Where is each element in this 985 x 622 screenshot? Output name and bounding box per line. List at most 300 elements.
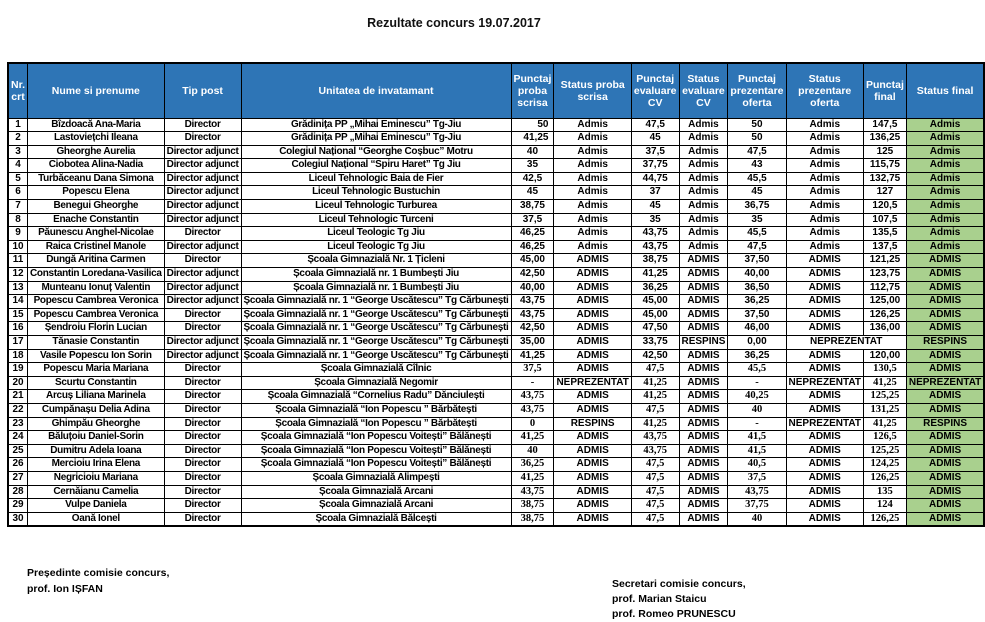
cell-tip-post: Director adjunct	[164, 186, 241, 200]
cell-status-evaluare-cv: ADMIS	[679, 268, 728, 282]
cell-status-prezentare-oferta: NEPREZENTAT	[786, 417, 863, 431]
cell-nr: 1	[8, 118, 28, 132]
cell-status-prezentare-oferta: Admis	[786, 227, 863, 241]
cell-status-proba-scrisa: ADMIS	[554, 471, 631, 485]
table-row	[8, 227, 984, 241]
table-row	[8, 145, 984, 159]
cell-punctaj-prezentare-oferta: 37,5	[728, 471, 786, 485]
cell-punctaj-final: 107,5	[863, 213, 906, 227]
cell-status-final: ADMIS	[906, 390, 984, 404]
cell-status-evaluare-cv: ADMIS	[679, 431, 728, 445]
cell-status-evaluare-cv: Admis	[679, 145, 728, 159]
cell-status-prezentare-oferta: ADMIS	[786, 485, 863, 499]
table-row	[8, 213, 984, 227]
cell-punctaj-evaluare-cv: 35	[631, 213, 679, 227]
table-row	[8, 186, 984, 200]
cell-punctaj-evaluare-cv: 47,50	[631, 322, 679, 336]
cell-status-evaluare-cv: ADMIS	[679, 349, 728, 363]
cell-nr: 29	[8, 499, 28, 513]
cell-tip-post: Director adjunct	[164, 172, 241, 186]
cell-punctaj-prezentare-oferta: 36,75	[728, 200, 786, 214]
cell-tip-post: Director	[164, 254, 241, 268]
cell-punctaj-prezentare-oferta: 0,00	[728, 336, 786, 350]
cell-status-final: ADMIS	[906, 254, 984, 268]
cell-punctaj-prezentare-oferta: 50	[728, 118, 786, 132]
cell-nume: Dumitru Adela Ioana	[28, 444, 165, 458]
cell-nr: 6	[8, 186, 28, 200]
cell-nume: Dungă Aritina Carmen	[28, 254, 165, 268]
cell-punctaj-proba-scrisa: 0	[511, 417, 554, 431]
cell-status-proba-scrisa: NEPREZENTAT	[554, 376, 631, 390]
col-punctaj-proba-scrisa: Punctaj proba scrisa	[511, 63, 554, 118]
cell-status-proba-scrisa: ADMIS	[554, 308, 631, 322]
cell-punctaj-prezentare-oferta: 40,5	[728, 458, 786, 472]
cell-punctaj-evaluare-cv: 41,25	[631, 417, 679, 431]
cell-unitate: Școala Gimnazială “Ion Popescu ” Bărbătești	[241, 417, 511, 431]
cell-status-proba-scrisa: Admis	[554, 186, 631, 200]
cell-status-evaluare-cv: ADMIS	[679, 295, 728, 309]
cell-status-proba-scrisa: Admis	[554, 132, 631, 146]
cell-unitate: Liceul Tehnologic Baia de Fier	[241, 172, 511, 186]
cell-status-evaluare-cv: RESPINS	[679, 336, 728, 350]
table-body	[8, 118, 984, 526]
cell-status-prezentare-oferta: NEPREZENTAT	[786, 376, 863, 390]
cell-punctaj-proba-scrisa: 46,25	[511, 240, 554, 254]
cell-punctaj-evaluare-cv: 45	[631, 200, 679, 214]
cell-punctaj-final: 121,25	[863, 254, 906, 268]
cell-nr: 3	[8, 145, 28, 159]
cell-punctaj-final: 112,75	[863, 281, 906, 295]
cell-tip-post: Director adjunct	[164, 145, 241, 159]
table-row	[8, 118, 984, 132]
col-tip-post: Tip post	[164, 63, 241, 118]
cell-tip-post: Director adjunct	[164, 295, 241, 309]
cell-punctaj-final: 126,25	[863, 471, 906, 485]
table-row	[8, 363, 984, 377]
cell-status-evaluare-cv: Admis	[679, 118, 728, 132]
cell-status-final: ADMIS	[906, 512, 984, 526]
cell-nr: 13	[8, 281, 28, 295]
cell-unitate: Școala Gimnazială nr. 1 Bumbești Jiu	[241, 268, 511, 282]
cell-nume: Popescu Cambrea Veronica	[28, 295, 165, 309]
cell-status-proba-scrisa: RESPINS	[554, 417, 631, 431]
table-row	[8, 431, 984, 445]
cell-nr: 21	[8, 390, 28, 404]
cell-status-prezentare-oferta: Admis	[786, 186, 863, 200]
cell-punctaj-proba-scrisa: 42,50	[511, 268, 554, 282]
cell-punctaj-evaluare-cv: 33,75	[631, 336, 679, 350]
cell-status-final: ADMIS	[906, 444, 984, 458]
cell-tip-post: Director	[164, 376, 241, 390]
cell-punctaj-evaluare-cv: 47,5	[631, 118, 679, 132]
cell-punctaj-evaluare-cv: 47,5	[631, 403, 679, 417]
cell-punctaj-prezentare-oferta: 45,5	[728, 227, 786, 241]
cell-status-final: Admis	[906, 132, 984, 146]
table-row	[8, 444, 984, 458]
cell-nume: Băluțoiu Daniel-Sorin	[28, 431, 165, 445]
secretary-name-2: prof. Romeo PRUNESCU	[612, 608, 736, 620]
col-punctaj-prezentare-oferta: Punctaj prezentare oferta	[728, 63, 786, 118]
cell-status-prezentare-oferta: Admis	[786, 240, 863, 254]
cell-unitate: Școala Gimnazială “Ion Popescu ” Bărbătești	[241, 403, 511, 417]
cell-nume: Gheorghe Aurelia	[28, 145, 165, 159]
cell-status-final: RESPINS	[906, 417, 984, 431]
cell-punctaj-evaluare-cv: 38,75	[631, 254, 679, 268]
cell-status-evaluare-cv: ADMIS	[679, 458, 728, 472]
cell-status-prezentare-oferta: ADMIS	[786, 281, 863, 295]
cell-punctaj-final: 135	[863, 485, 906, 499]
col-status-prezentare-oferta: Status prezentare oferta	[786, 63, 863, 118]
cell-punctaj-evaluare-cv: 45	[631, 132, 679, 146]
cell-status-final: ADMIS	[906, 295, 984, 309]
cell-nume: Vasile Popescu Ion Sorin	[28, 349, 165, 363]
cell-punctaj-prezentare-oferta: 41,5	[728, 431, 786, 445]
cell-unitate: Școala Gimnazială nr. 1 Bumbești Jiu	[241, 281, 511, 295]
cell-unitate: Școala Gimnazială Negomir	[241, 376, 511, 390]
cell-nume: Turbăceanu Dana Simona	[28, 172, 165, 186]
cell-status-proba-scrisa: Admis	[554, 240, 631, 254]
cell-status-final: ADMIS	[906, 308, 984, 322]
cell-nr: 25	[8, 444, 28, 458]
secretary-name-1: prof. Marian Staicu	[612, 593, 707, 605]
cell-nume: Benegui Gheorghe	[28, 200, 165, 214]
cell-tip-post: Director	[164, 431, 241, 445]
cell-punctaj-final: 41,25	[863, 417, 906, 431]
cell-unitate: Colegiul Național “Spiru Haret” Tg Jiu	[241, 159, 511, 173]
cell-nr: 10	[8, 240, 28, 254]
cell-status-prezentare-oferta: Admis	[786, 172, 863, 186]
cell-status-final: Admis	[906, 240, 984, 254]
cell-punctaj-final: 131,25	[863, 403, 906, 417]
cell-status-proba-scrisa: ADMIS	[554, 390, 631, 404]
cell-punctaj-final: 136,25	[863, 132, 906, 146]
cell-punctaj-proba-scrisa: 41,25	[511, 471, 554, 485]
cell-nr: 27	[8, 471, 28, 485]
table-header	[8, 63, 984, 118]
cell-tip-post: Director adjunct	[164, 200, 241, 214]
cell-status-prezentare-oferta: Admis	[786, 145, 863, 159]
cell-punctaj-prezentare-oferta: 36,25	[728, 295, 786, 309]
cell-punctaj-final: 125	[863, 145, 906, 159]
cell-tip-post: Director	[164, 132, 241, 146]
cell-punctaj-evaluare-cv: 37	[631, 186, 679, 200]
cell-punctaj-proba-scrisa: 43,75	[511, 390, 554, 404]
cell-status-proba-scrisa: ADMIS	[554, 363, 631, 377]
cell-punctaj-evaluare-cv: 44,75	[631, 172, 679, 186]
cell-punctaj-final: 127	[863, 186, 906, 200]
cell-tip-post: Director adjunct	[164, 349, 241, 363]
cell-punctaj-evaluare-cv: 47,5	[631, 471, 679, 485]
cell-punctaj-prezentare-oferta: 43,75	[728, 485, 786, 499]
cell-punctaj-evaluare-cv: 47,5	[631, 485, 679, 499]
cell-punctaj-proba-scrisa: 36,25	[511, 458, 554, 472]
cell-status-final: ADMIS	[906, 363, 984, 377]
cell-tip-post: Director	[164, 485, 241, 499]
cell-punctaj-final: 130,5	[863, 363, 906, 377]
cell-tip-post: Director	[164, 444, 241, 458]
cell-punctaj-prezentare-oferta: 37,50	[728, 254, 786, 268]
cell-nr: 23	[8, 417, 28, 431]
table-row	[8, 240, 984, 254]
cell-punctaj-evaluare-cv: 43,75	[631, 431, 679, 445]
cell-status-final: Admis	[906, 186, 984, 200]
cell-status-evaluare-cv: ADMIS	[679, 485, 728, 499]
cell-status-prezentare-oferta: ADMIS	[786, 268, 863, 282]
cell-punctaj-evaluare-cv: 41,25	[631, 390, 679, 404]
col-punctaj-final: Punctaj final	[863, 63, 906, 118]
table-row	[8, 376, 984, 390]
cell-unitate: Școala Gimnazială “Ion Popescu Voitești” Bălănești	[241, 458, 511, 472]
cell-punctaj-proba-scrisa: 38,75	[511, 499, 554, 513]
cell-status-final: ADMIS	[906, 485, 984, 499]
cell-tip-post: Director adjunct	[164, 159, 241, 173]
table-row	[8, 471, 984, 485]
cell-unitate: Școala Gimnazială Bălcești	[241, 512, 511, 526]
cell-punctaj-prezentare-oferta: 40	[728, 512, 786, 526]
cell-unitate: Liceul Tehnologic Turburea	[241, 200, 511, 214]
cell-status-prezentare-oferta: ADMIS	[786, 254, 863, 268]
cell-nr: 2	[8, 132, 28, 146]
cell-status-final: Admis	[906, 159, 984, 173]
cell-tip-post: Director	[164, 471, 241, 485]
page-title: Rezultate concurs 19.07.2017	[367, 16, 541, 30]
cell-punctaj-prezentare-oferta: 40	[728, 403, 786, 417]
cell-punctaj-proba-scrisa: 37,5	[511, 363, 554, 377]
cell-unitate: Școala Gimnazială Alimpești	[241, 471, 511, 485]
cell-unitate: Grădinița PP „Mihai Eminescu” Tg-Jiu	[241, 118, 511, 132]
cell-nr: 30	[8, 512, 28, 526]
cell-punctaj-proba-scrisa: 40	[511, 145, 554, 159]
cell-status-evaluare-cv: ADMIS	[679, 390, 728, 404]
cell-punctaj-prezentare-oferta: -	[728, 417, 786, 431]
cell-nume: Popescu Elena	[28, 186, 165, 200]
cell-unitate: Școala Gimnazială Arcani	[241, 485, 511, 499]
cell-punctaj-evaluare-cv: 47,5	[631, 512, 679, 526]
cell-punctaj-evaluare-cv: 41,25	[631, 268, 679, 282]
cell-unitate: Școala Gimnazială nr. 1 “George Uscătescu” Tg Cărbunești	[241, 308, 511, 322]
cell-status-evaluare-cv: Admis	[679, 186, 728, 200]
cell-punctaj-final: 126,25	[863, 512, 906, 526]
table-row	[8, 499, 984, 513]
cell-punctaj-final: 123,75	[863, 268, 906, 282]
cell-status-evaluare-cv: ADMIS	[679, 512, 728, 526]
cell-status-final: Admis	[906, 172, 984, 186]
cell-status-proba-scrisa: ADMIS	[554, 295, 631, 309]
table-row	[8, 268, 984, 282]
cell-punctaj-final: 115,75	[863, 159, 906, 173]
cell-punctaj-evaluare-cv: 37,75	[631, 159, 679, 173]
cell-nume: Constantin Loredana-Vasilica	[28, 268, 165, 282]
cell-nume: Șendroiu Florin Lucian	[28, 322, 165, 336]
cell-status-evaluare-cv: Admis	[679, 227, 728, 241]
col-status-evaluare-cv: Status evaluare CV	[679, 63, 728, 118]
cell-nume: Ghimpău Gheorghe	[28, 417, 165, 431]
cell-punctaj-prezentare-oferta: 50	[728, 132, 786, 146]
cell-status-prezentare-oferta: ADMIS	[786, 363, 863, 377]
cell-punctaj-evaluare-cv: 43,75	[631, 227, 679, 241]
cell-punctaj-final: 132,75	[863, 172, 906, 186]
cell-punctaj-final: 125,25	[863, 390, 906, 404]
cell-status-prezentare-oferta: ADMIS	[786, 471, 863, 485]
cell-unitate: Școala Gimnazială Nr. 1 Țicleni	[241, 254, 511, 268]
cell-punctaj-final: 120,5	[863, 200, 906, 214]
cell-unitate: Școala Gimnazială “Ion Popescu Voitești” Bălănești	[241, 444, 511, 458]
cell-unitate: Școala Gimnazială nr. 1 “George Uscătescu” Tg Cărbunești	[241, 295, 511, 309]
cell-nume: Cumpănașu Delia Adina	[28, 403, 165, 417]
cell-punctaj-proba-scrisa: 41,25	[511, 349, 554, 363]
cell-status-prezentare-oferta: Admis	[786, 213, 863, 227]
cell-status-prezentare-oferta: Admis	[786, 132, 863, 146]
cell-punctaj-evaluare-cv: 47,5	[631, 363, 679, 377]
cell-unitate: Școala Gimnazială “Cornelius Radu” Dănciulești	[241, 390, 511, 404]
cell-tip-post: Director	[164, 512, 241, 526]
cell-unitate: Liceul Tehnologic Turceni	[241, 213, 511, 227]
cell-punctaj-prezentare-oferta: -	[728, 376, 786, 390]
cell-nume: Lastoviețchi Ileana	[28, 132, 165, 146]
cell-unitate: Școala Gimnazială nr. 1 “George Uscătescu” Tg Cărbunești	[241, 336, 511, 350]
cell-punctaj-proba-scrisa: 41,25	[511, 132, 554, 146]
table-row	[8, 308, 984, 322]
cell-punctaj-proba-scrisa: 46,25	[511, 227, 554, 241]
cell-tip-post: Director	[164, 458, 241, 472]
cell-nume: Bîzdoacă Ana-Maria	[28, 118, 165, 132]
cell-status-final: NEPREZENTAT	[906, 376, 984, 390]
cell-status-prezentare-oferta: NEPREZENTAT	[786, 336, 906, 350]
table-row	[8, 390, 984, 404]
cell-nr: 12	[8, 268, 28, 282]
president-name: prof. Ion IȘFAN	[27, 582, 103, 595]
cell-nume: Cernăianu Camelia	[28, 485, 165, 499]
cell-status-final: Admis	[906, 145, 984, 159]
cell-punctaj-proba-scrisa: 38,75	[511, 512, 554, 526]
cell-status-evaluare-cv: ADMIS	[679, 322, 728, 336]
cell-punctaj-evaluare-cv: 43,75	[631, 240, 679, 254]
cell-status-prezentare-oferta: ADMIS	[786, 308, 863, 322]
cell-status-final: Admis	[906, 227, 984, 241]
cell-punctaj-final: 124,25	[863, 458, 906, 472]
cell-nume: Arcuș Liliana Marinela	[28, 390, 165, 404]
cell-tip-post: Director	[164, 499, 241, 513]
col-status-final: Status final	[906, 63, 984, 118]
cell-status-prezentare-oferta: ADMIS	[786, 390, 863, 404]
cell-nume: Mercioiu Irina Elena	[28, 458, 165, 472]
cell-nume: Enache Constantin	[28, 213, 165, 227]
cell-unitate: Liceul Tehnologic Bustuchin	[241, 186, 511, 200]
cell-tip-post: Director	[164, 403, 241, 417]
cell-status-prezentare-oferta: ADMIS	[786, 403, 863, 417]
cell-status-evaluare-cv: ADMIS	[679, 308, 728, 322]
table-row	[8, 295, 984, 309]
cell-nume: Tănasie Constantin	[28, 336, 165, 350]
cell-status-evaluare-cv: Admis	[679, 240, 728, 254]
president-title: Președinte comisie concurs,	[27, 567, 170, 579]
cell-status-evaluare-cv: ADMIS	[679, 499, 728, 513]
cell-tip-post: Director	[164, 227, 241, 241]
cell-punctaj-prezentare-oferta: 40,25	[728, 390, 786, 404]
cell-punctaj-proba-scrisa: 42,50	[511, 322, 554, 336]
cell-status-final: ADMIS	[906, 322, 984, 336]
cell-unitate: Liceul Teologic Tg Jiu	[241, 240, 511, 254]
cell-punctaj-proba-scrisa: 35,00	[511, 336, 554, 350]
cell-status-prezentare-oferta: Admis	[786, 159, 863, 173]
col-nr-crt: Nr. crt	[8, 63, 28, 118]
cell-unitate: Școala Gimnazială nr. 1 “George Uscătescu” Tg Cărbunești	[241, 322, 511, 336]
cell-unitate: Școala Gimnazială nr. 1 “George Uscătescu” Tg Cărbunești	[241, 349, 511, 363]
cell-punctaj-proba-scrisa: 41,25	[511, 431, 554, 445]
cell-nr: 4	[8, 159, 28, 173]
cell-tip-post: Director adjunct	[164, 268, 241, 282]
cell-punctaj-prezentare-oferta: 45,5	[728, 363, 786, 377]
header-row	[8, 63, 984, 118]
cell-unitate: Școala Gimnazială “Ion Popescu Voitești” Bălănești	[241, 431, 511, 445]
cell-nr: 18	[8, 349, 28, 363]
cell-status-proba-scrisa: ADMIS	[554, 403, 631, 417]
cell-status-prezentare-oferta: ADMIS	[786, 349, 863, 363]
table-row	[8, 403, 984, 417]
cell-punctaj-proba-scrisa: 50	[511, 118, 554, 132]
cell-nr: 20	[8, 376, 28, 390]
cell-punctaj-final: 125,00	[863, 295, 906, 309]
cell-punctaj-prezentare-oferta: 36,25	[728, 349, 786, 363]
cell-punctaj-prezentare-oferta: 35	[728, 213, 786, 227]
cell-status-proba-scrisa: Admis	[554, 227, 631, 241]
cell-unitate: Școala Gimnazială Arcani	[241, 499, 511, 513]
cell-status-final: ADMIS	[906, 403, 984, 417]
cell-punctaj-final: 147,5	[863, 118, 906, 132]
cell-punctaj-proba-scrisa: 45	[511, 186, 554, 200]
cell-punctaj-proba-scrisa: 43,75	[511, 295, 554, 309]
cell-nr: 8	[8, 213, 28, 227]
cell-status-evaluare-cv: ADMIS	[679, 403, 728, 417]
cell-nr: 24	[8, 431, 28, 445]
col-punctaj-evaluare-cv: Punctaj evaluare CV	[631, 63, 679, 118]
secretaries-signature-block	[612, 577, 746, 622]
cell-nume: Vulpe Daniela	[28, 499, 165, 513]
cell-punctaj-proba-scrisa: 40	[511, 444, 554, 458]
table-row	[8, 200, 984, 214]
cell-status-proba-scrisa: ADMIS	[554, 512, 631, 526]
cell-status-proba-scrisa: ADMIS	[554, 444, 631, 458]
cell-nume: Ciobotea Alina-Nadia	[28, 159, 165, 173]
col-nume-si-prenume: Nume si prenume	[28, 63, 165, 118]
cell-punctaj-prezentare-oferta: 36,50	[728, 281, 786, 295]
cell-punctaj-prezentare-oferta: 37,50	[728, 308, 786, 322]
cell-nr: 11	[8, 254, 28, 268]
cell-punctaj-final: 124	[863, 499, 906, 513]
cell-tip-post: Director adjunct	[164, 336, 241, 350]
cell-status-evaluare-cv: Admis	[679, 159, 728, 173]
cell-punctaj-proba-scrisa: 43,75	[511, 403, 554, 417]
cell-status-proba-scrisa: ADMIS	[554, 431, 631, 445]
cell-nr: 14	[8, 295, 28, 309]
cell-nume: Scurtu Constantin	[28, 376, 165, 390]
cell-status-evaluare-cv: ADMIS	[679, 417, 728, 431]
cell-punctaj-final: 41,25	[863, 376, 906, 390]
table-row	[8, 172, 984, 186]
president-signature-block	[27, 566, 169, 597]
cell-unitate: Grădinița PP „Mihai Eminescu” Tg-Jiu	[241, 132, 511, 146]
cell-punctaj-prezentare-oferta: 41,5	[728, 444, 786, 458]
cell-tip-post: Director	[164, 118, 241, 132]
cell-nume: Popescu Maria Mariana	[28, 363, 165, 377]
cell-punctaj-final: 125,25	[863, 444, 906, 458]
cell-punctaj-proba-scrisa: 43,75	[511, 485, 554, 499]
cell-punctaj-proba-scrisa: 45,00	[511, 254, 554, 268]
cell-status-final: ADMIS	[906, 458, 984, 472]
col-unitatea-de-invatamant: Unitatea de invatamant	[241, 63, 511, 118]
cell-punctaj-prezentare-oferta: 40,00	[728, 268, 786, 282]
cell-nr: 19	[8, 363, 28, 377]
